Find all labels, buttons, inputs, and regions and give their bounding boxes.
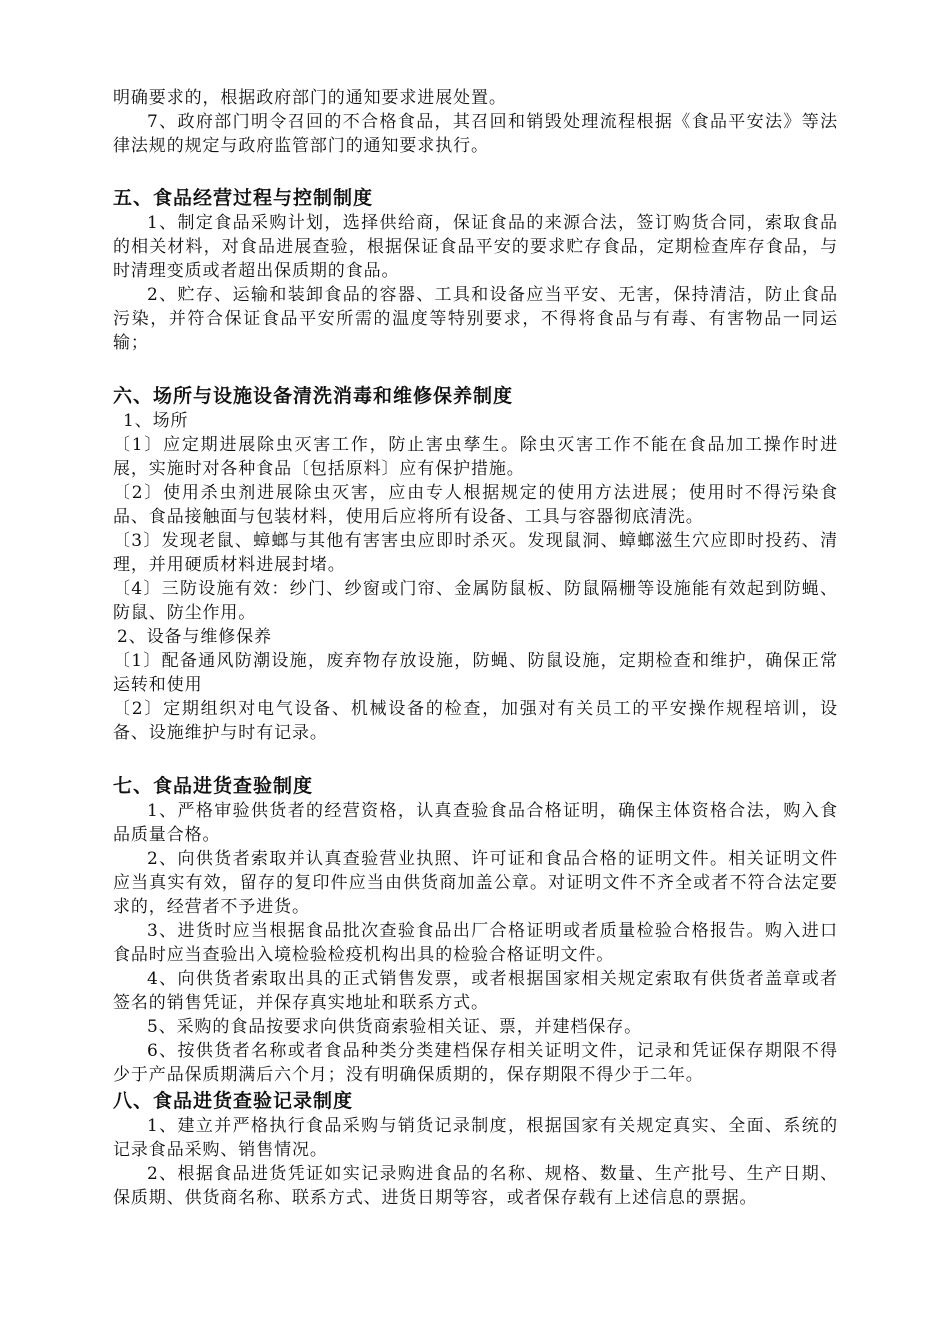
- section-5-paragraph-1: 1、制定食品采购计划，选择供给商，保证食品的来源合法，签订购货合同，索取食品的相关材料，对食品进展查验，根据保证食品平安的要求贮存食品，定期检查库存食品，与时清理变质或者超出保质期的食品。: [113, 213, 838, 281]
- section-7-paragraph-2: 2、向供货者索取并认真查验营业执照、许可证和食品合格的证明文件。相关证明文件应当真实有效，留存的复印件应当由供货商加盖公章。对证明文件不齐全或者不符合法定要求的，经营者不予进货。: [113, 849, 838, 917]
- document-page: [113, 86, 838, 1210]
- section-6-subheading-1: 1、场所: [123, 411, 189, 431]
- section-6-item-2: 〔2〕使用杀虫剂进展除虫灭害，应由专人根据规定的使用方法进展；使用时不得污染食品、食品接触面与包装材料，使用后应将所有设备、工具与容器彻底清洗。: [113, 483, 838, 527]
- section-6-item-1: 〔1〕应定期进展除虫灭害工作，防止害虫孳生。除虫灭害工作不能在食品加工操作时进展，实施时对各种食品〔包括原料〕应有保护措施。: [113, 435, 838, 479]
- section-8-paragraph-2: 2、根据食品进货凭证如实记录购进食品的名称、规格、数量、生产批号、生产日期、保质期、供货商名称、联系方式、进货日期等容，或者保存载有上述信息的票据。: [113, 1164, 838, 1208]
- section-6-equipment-item-2: 〔2〕定期组织对电气设备、机械设备的检查，加强对有关员工的平安操作规程培训，设备、设施维护与时有记录。: [113, 699, 838, 743]
- section-7-paragraph-1: 1、严格审验供货者的经营资格，认真查验食品合格证明，确保主体资格合法，购入食品质量合格。: [113, 801, 838, 845]
- section-6-subheading-2: 2、设备与维修保养: [117, 627, 272, 647]
- section-7-paragraph-5: 5、采购的食品按要求向供货商索验相关证、票，并建档保存。: [147, 1017, 643, 1037]
- section-5-heading: 五、食品经营过程与控制制度: [113, 187, 374, 209]
- section-6-heading: 六、场所与设施设备清洗消毒和维修保养制度: [113, 385, 514, 407]
- section-8-heading: 八、食品进货查验记录制度: [113, 1090, 354, 1112]
- section-7-paragraph-3: 3、进货时应当根据食品批次查验食品出厂合格证明或者质量检验合格报告。购入进口食品时应当查验出入境检验检疫机构出具的检验合格证明文件。: [113, 921, 838, 965]
- intro-paragraph-2: 7、政府部门明令召回的不合格食品，其召回和销毁处理流程根据《食品平安法》等法律法规的规定与政府监管部门的通知要求执行。: [113, 112, 838, 156]
- section-7-paragraph-6: 6、按供货者名称或者食品种类分类建档保存相关证明文件，记录和凭证保存期限不得少于产品保质期满后六个月；没有明确保质期的，保存期限不得少于二年。: [113, 1041, 838, 1085]
- section-7-heading: 七、食品进货查验制度: [113, 775, 314, 797]
- section-5-paragraph-2: 2、贮存、运输和装卸食品的容器、工具和设备应当平安、无害，保持清洁，防止食品污染，并符合保证食品平安所需的温度等特别要求，不得将食品与有毒、有害物品一同运输；: [113, 285, 838, 353]
- intro-paragraph-1: 明确要求的，根据政府部门的通知要求进展处置。: [113, 88, 507, 108]
- section-8-paragraph-1: 1、建立并严格执行食品采购与销货记录制度，根据国家有关规定真实、全面、系统的记录食品采购、销售情况。: [113, 1116, 838, 1160]
- section-6-equipment-item-1: 〔1〕配备通风防潮设施，废弃物存放设施，防蝇、防鼠设施，定期检查和维护，确保正常运转和使用: [113, 651, 838, 695]
- section-6-item-3: 〔3〕发现老鼠、蟑螂与其他有害害虫应即时杀灭。发现鼠洞、蟑螂滋生穴应即时投药、清理，并用硬质材料进展封堵。: [113, 531, 838, 575]
- section-7-paragraph-4: 4、向供货者索取出具的正式销售发票，或者根据国家相关规定索取有供货者盖章或者签名的销售凭证，并保存真实地址和联系方式。: [113, 969, 838, 1013]
- section-6-item-4: 〔4〕三防设施有效：纱门、纱窗或门帘、金属防鼠板、防鼠隔栅等设施能有效起到防蝇、防鼠、防尘作用。: [113, 579, 838, 623]
